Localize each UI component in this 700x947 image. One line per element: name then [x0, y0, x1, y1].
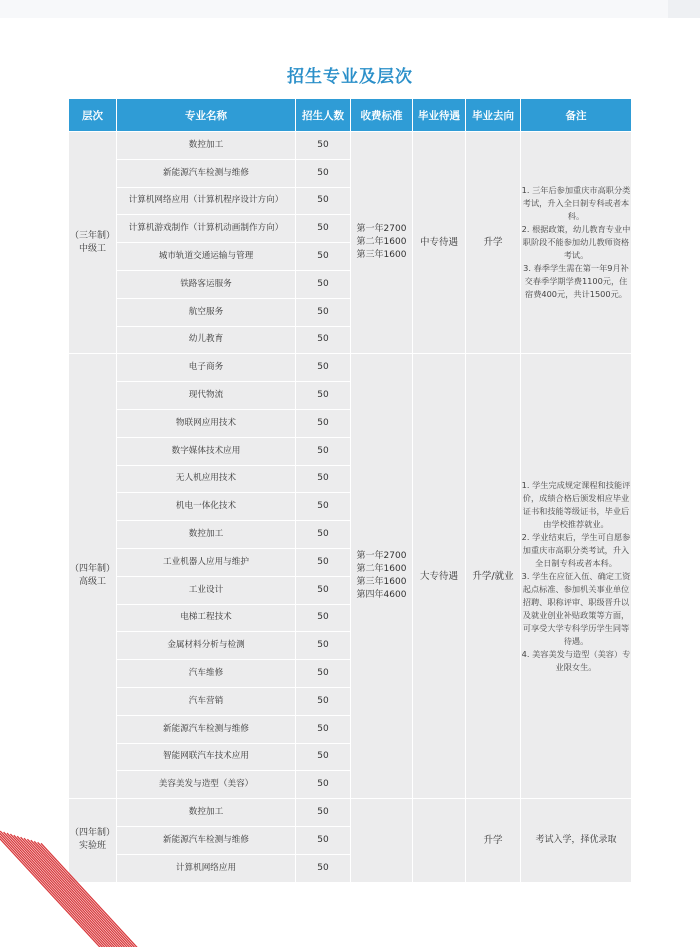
- enrollment-count: 50: [296, 715, 351, 743]
- enrollment-count: 50: [296, 132, 351, 160]
- remark-paragraph: 1. 三年后参加重庆市高职分类考试，升入全日制专科或者本科。: [521, 185, 631, 222]
- header-treatment: 毕业待遇: [413, 99, 466, 132]
- major-name: 计算机游戏制作（计算机动画制作方向）: [117, 215, 296, 243]
- major-name: 电子商务: [117, 354, 296, 382]
- major-name: 城市轨道交通运输与管理: [117, 243, 296, 271]
- treatment-cell: 大专待遇: [413, 354, 466, 799]
- enrollment-count: 50: [296, 298, 351, 326]
- enrollment-count: 50: [296, 854, 351, 882]
- remark-paragraph: 3. 学生在应征入伍、确定工资起点标准、参加机关事业单位招聘、职称评审、职级晋升以及就业创业补贴政策等方面，可享受大学专科学历学生同等待遇。: [521, 570, 631, 646]
- corner-stripe-decoration: [0, 818, 140, 947]
- major-name: 现代物流: [117, 382, 296, 410]
- level-name: 中级工: [78, 243, 106, 254]
- major-name: 无人机应用技术: [117, 465, 296, 493]
- enrollment-count: 50: [296, 743, 351, 771]
- enrollment-count: 50: [296, 465, 351, 493]
- remarks-cell: [521, 132, 632, 354]
- fee-line: 第二年1600: [356, 564, 407, 575]
- remark-paragraph: 1. 学生完成规定课程和技能评价，成绩合格后颁发相应毕业证书和技能等级证书，毕业后由学校推荐就业。: [521, 479, 631, 529]
- enrollment-count: 50: [296, 660, 351, 688]
- destination-cell: 升学: [466, 132, 521, 354]
- fee-cell: [351, 354, 413, 799]
- fee-line: 第三年1600: [356, 250, 407, 261]
- enrollment-count: 50: [296, 632, 351, 660]
- remark-paragraph: 2. 根据政策，幼儿教育专业中职阶段不能参加幼儿教师资格考试。: [521, 224, 631, 261]
- top-bar-strip: [668, 0, 700, 18]
- table-header-row: [69, 99, 632, 132]
- table-row: [69, 799, 632, 827]
- major-name: 汽车维修: [117, 660, 296, 688]
- major-name: 数控加工: [117, 799, 296, 827]
- level-years: （四年制）: [69, 564, 115, 575]
- enrollment-table: [68, 98, 632, 883]
- fee-cell: [351, 799, 413, 882]
- remarks-cell: [521, 799, 632, 882]
- remark-paragraph: 考试入学，择优录取: [535, 834, 617, 845]
- major-name: 铁路客运服务: [117, 270, 296, 298]
- major-name: 计算机网络应用（计算机程序设计方向）: [117, 187, 296, 215]
- destination-cell: 升学/就业: [466, 354, 521, 799]
- major-name: 数字媒体技术应用: [117, 437, 296, 465]
- level-name: 实验班: [78, 841, 106, 852]
- major-name: 物联网应用技术: [117, 409, 296, 437]
- fee-line: 第一年2700: [356, 551, 407, 562]
- major-name: 航空服务: [117, 298, 296, 326]
- enrollment-count: 50: [296, 437, 351, 465]
- major-name: 新能源汽车检测与维修: [117, 826, 296, 854]
- major-name: 工业设计: [117, 576, 296, 604]
- major-name: 数控加工: [117, 132, 296, 160]
- enrollment-count: 50: [296, 187, 351, 215]
- enrollment-count: 50: [296, 548, 351, 576]
- enrollment-count: 50: [296, 826, 351, 854]
- major-name: 新能源汽车检测与维修: [117, 715, 296, 743]
- level-cell: [69, 132, 117, 354]
- major-name: 美容美发与造型（美容）: [117, 771, 296, 799]
- enrollment-count: 50: [296, 215, 351, 243]
- enrollment-count: 50: [296, 493, 351, 521]
- level-years: （四年制）: [69, 828, 115, 839]
- enrollment-count: 50: [296, 409, 351, 437]
- table-row: [69, 132, 632, 160]
- remark-paragraph: 4. 美容美发与造型（美容）专业限女生。: [521, 648, 631, 672]
- treatment-cell: [413, 799, 466, 882]
- major-name: 电梯工程技术: [117, 604, 296, 632]
- major-name: 汽车营销: [117, 687, 296, 715]
- major-name: 计算机网络应用: [117, 854, 296, 882]
- enrollment-count: 50: [296, 326, 351, 354]
- fee-line: 第三年1600: [356, 577, 407, 588]
- remark-paragraph: 2. 学业结束后，学生可自愿参加重庆市高职分类考试，升入全日制专科或者本科。: [521, 531, 631, 568]
- major-name: 幼儿教育: [117, 326, 296, 354]
- fee-line: 第二年1600: [356, 237, 407, 248]
- remark-paragraph: 3. 春季学生需在第一年9月补交春季学期学费1100元，住宿费400元，共计1500元。: [523, 263, 629, 300]
- major-name: 机电一体化技术: [117, 493, 296, 521]
- level-name: 高级工: [78, 577, 106, 588]
- fee-cell: [351, 132, 413, 354]
- enrollment-count: 50: [296, 270, 351, 298]
- header-fee: 收费标准: [351, 99, 413, 132]
- table-row: [69, 354, 632, 382]
- fee-line: 第一年2700: [356, 224, 407, 235]
- level-years: （三年制）: [69, 230, 115, 241]
- enrollment-count: 50: [296, 799, 351, 827]
- enrollment-count: 50: [296, 354, 351, 382]
- remarks-cell: [521, 354, 632, 799]
- enrollment-count: 50: [296, 687, 351, 715]
- header-remarks: 备注: [521, 99, 632, 132]
- enrollment-count: 50: [296, 382, 351, 410]
- header-destination: 毕业去向: [466, 99, 521, 132]
- enrollment-count: 50: [296, 604, 351, 632]
- enrollment-count: 50: [296, 521, 351, 549]
- fee-line: 第四年4600: [356, 590, 407, 601]
- enrollment-count: 50: [296, 771, 351, 799]
- enrollment-count: 50: [296, 243, 351, 271]
- major-name: 新能源汽车检测与维修: [117, 159, 296, 187]
- major-name: 智能网联汽车技术应用: [117, 743, 296, 771]
- level-cell: [69, 354, 117, 799]
- major-name: 金属材料分析与检测: [117, 632, 296, 660]
- header-level: 层次: [69, 99, 117, 132]
- header-major: 专业名称: [117, 99, 296, 132]
- major-name: 数控加工: [117, 521, 296, 549]
- header-count: 招生人数: [296, 99, 351, 132]
- major-name: 工业机器人应用与维护: [117, 548, 296, 576]
- enrollment-count: 50: [296, 159, 351, 187]
- top-bar: [0, 0, 700, 18]
- destination-cell: 升学: [466, 799, 521, 882]
- enrollment-count: 50: [296, 576, 351, 604]
- page-title: 招生专业及层次: [287, 67, 413, 87]
- treatment-cell: 中专待遇: [413, 132, 466, 354]
